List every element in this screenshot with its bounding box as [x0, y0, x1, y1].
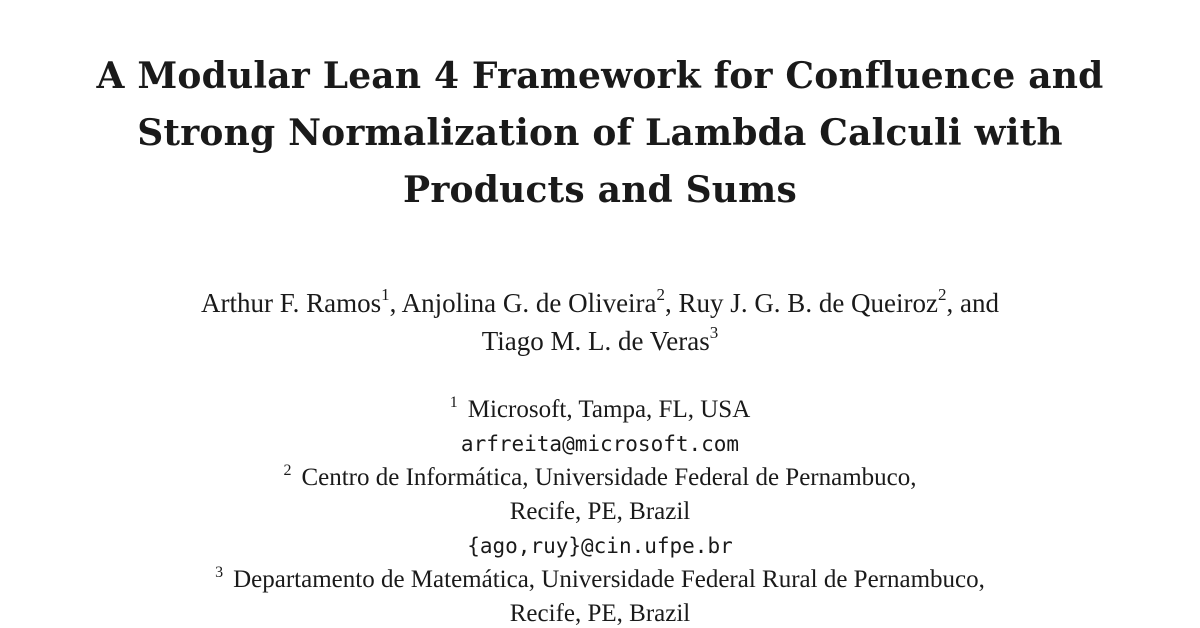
paper-title — [0, 48, 1200, 219]
affiliation-2-location: Recife, PE, Brazil — [509, 498, 691, 525]
author-line-2 — [0, 322, 1200, 360]
author-name: Tiago M. L. de Veras — [481, 326, 710, 356]
title-line-2: Strong Normalization of Lambda Calculi with — [137, 112, 1063, 154]
affiliation-number: 2 — [283, 462, 292, 479]
affiliation-3-location: Recife, PE, Brazil — [509, 600, 691, 627]
author-line-1 — [0, 284, 1200, 322]
affiliation-marker: 1 — [381, 285, 390, 304]
title-line-3: Products and Sums — [403, 169, 797, 211]
affiliation-text: Microsoft, Tampa, FL, USA — [467, 396, 751, 423]
affiliation-marker: 2 — [938, 285, 947, 304]
author-name: , Anjolina G. de Oliveira — [389, 288, 657, 318]
author-name: , Ruy J. G. B. de Queiroz — [665, 288, 939, 318]
affiliation-number: 1 — [449, 394, 458, 411]
affiliation-number: 3 — [215, 564, 224, 581]
affiliation-3 — [0, 563, 1200, 597]
affiliation-1 — [0, 393, 1200, 427]
author-conjunction: , and — [946, 288, 999, 318]
affiliation-1-email[interactable]: arfreita@microsoft.com — [460, 432, 740, 456]
affiliation-marker: 2 — [656, 285, 666, 304]
affiliation-marker: 3 — [709, 323, 719, 342]
affiliation-2-email[interactable]: {ago,ruy}@cin.ufpe.br — [467, 534, 733, 558]
author-name: Arthur F. Ramos — [201, 288, 382, 318]
affiliation-text: Departamento de Matemática, Universidade Federal Rural de Pernambuco, — [233, 566, 985, 593]
affiliation-2 — [0, 461, 1200, 495]
affiliation-text: Centro de Informática, Universidade Federal de Pernambuco, — [301, 464, 917, 491]
author-list — [0, 284, 1200, 360]
affiliation-list — [0, 393, 1200, 628]
title-line-1: A Modular Lean 4 Framework for Confluence and — [96, 55, 1104, 97]
